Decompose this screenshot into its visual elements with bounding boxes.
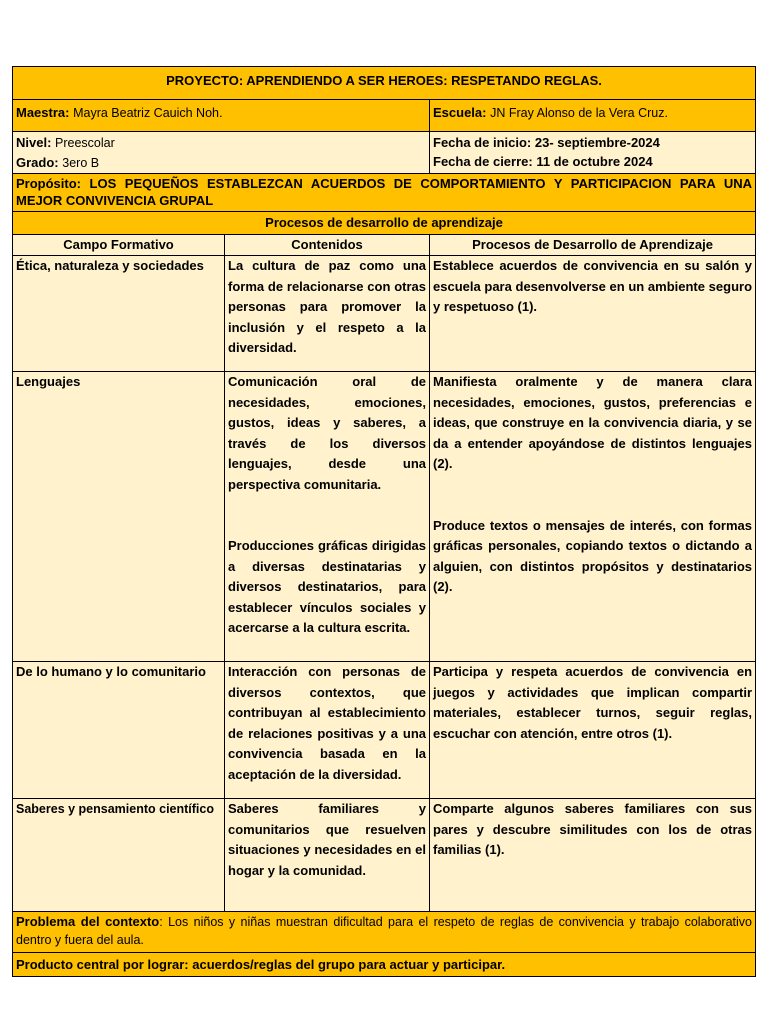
processes-title: Procesos de desarrollo de aprendizaje	[13, 212, 756, 235]
column-header-procesos: Procesos de Desarrollo de Aprendizaje	[430, 235, 756, 256]
end-date: Fecha de cierre: 11 de octubre 2024	[433, 154, 653, 169]
contenido-etica: La cultura de paz como una forma de relacionarse con otras personas para promover la inclusión y el respeto a la diversidad.	[225, 256, 430, 372]
campo-etica: Ética, naturaleza y sociedades	[13, 256, 225, 372]
teacher-name: Mayra Beatriz Cauich Noh	[73, 106, 219, 120]
planning-table	[12, 66, 756, 977]
column-header-campo: Campo Formativo	[13, 235, 225, 256]
proceso-lenguajes	[430, 372, 756, 662]
teacher-cell	[13, 100, 430, 132]
teacher-suffix: .	[219, 105, 223, 120]
school-name: JN Fray Alonso de la Vera Cruz.	[490, 106, 668, 120]
campo-lenguajes: Lenguajes	[13, 372, 225, 662]
level-value: Preescolar	[55, 136, 115, 150]
teacher-label: Maestra:	[16, 105, 70, 120]
context-problem-cell	[13, 912, 756, 953]
grade-value: 3ero B	[62, 156, 100, 170]
proceso-humano: Participa y respeta acuerdos de convivencia en juegos y actividades que implican compartir materiales, establecer turnos, seguir reglas, escuchar con atención, entre otros (1).	[430, 662, 756, 799]
school-cell	[430, 100, 756, 132]
contenido-lenguajes-2: Producciones gráficas dirigidas a diversas destinatarias y diversos destinatarios, para establecer vínculos sociales y acercarse a la cultura escrita.	[228, 538, 426, 635]
level-label: Nivel:	[16, 135, 52, 150]
level-grade-cell	[13, 132, 430, 174]
purpose-label: Propósito:	[16, 176, 81, 191]
purpose-text: LOS PEQUEÑOS ESTABLEZCAN ACUERDOS DE COMPORTAMIENTO Y PARTICIPACION PARA UNA MEJOR CONVIVENCIA GRUPAL	[16, 176, 753, 208]
project-title: PROYECTO: APRENDIENDO A SER HEROES: RESPETANDO REGLAS.	[13, 67, 756, 100]
proceso-lenguajes-1: Manifiesta oralmente y de manera clara necesidades, emociones, gustos, preferencias e ideas, que construye en la convivencia diaria, y se da a entender apoyándose de distintos lenguajes (2).	[433, 374, 753, 471]
proceso-saberes: Comparte algunos saberes familiares con sus pares y descubre similitudes con los de otras familias (1).	[430, 799, 756, 912]
contenido-saberes: Saberes familiares y comunitarios que resuelven situaciones y necesidades en el hogar y la comunidad.	[225, 799, 430, 912]
contenido-lenguajes	[225, 372, 430, 662]
purpose-cell	[13, 174, 756, 212]
school-label: Escuela:	[433, 105, 487, 120]
context-problem-text: : Los niños y niñas muestran dificultad para el respeto de reglas de convivencia y trabajo colaborativo dentro y fuera del aula.	[16, 915, 753, 947]
central-product: Producto central por lograr: acuerdos/reglas del grupo para actuar y participar.	[13, 953, 756, 977]
contenido-humano: Interacción con personas de diversos contextos, que contribuyan al establecimiento de relaciones positivas y a una convivencia basada en la aceptación de la diversidad.	[225, 662, 430, 799]
campo-humano: De lo humano y lo comunitario	[13, 662, 225, 799]
campo-saberes: Saberes y pensamiento científico	[13, 799, 225, 912]
start-date: Fecha de inicio: 23- septiembre-2024	[433, 135, 660, 150]
grade-label: Grado:	[16, 155, 59, 170]
contenido-lenguajes-1: Comunicación oral de necesidades, emociones, gustos, ideas y saberes, a través de los diversos lenguajes, desde una perspectiva comunitaria.	[228, 374, 426, 492]
context-problem-label: Problema del contexto	[16, 914, 160, 929]
proceso-etica: Establece acuerdos de convivencia en su salón y escuela para desenvolverse en un ambiente seguro y respetuoso (1).	[430, 256, 756, 372]
column-header-contenidos: Contenidos	[225, 235, 430, 256]
dates-cell	[430, 132, 756, 174]
planning-document	[12, 66, 755, 977]
proceso-lenguajes-2: Produce textos o mensajes de interés, con formas gráficas personales, copiando textos o dictando a alguien, con distintos propósitos y destinatarios (2).	[433, 517, 753, 594]
